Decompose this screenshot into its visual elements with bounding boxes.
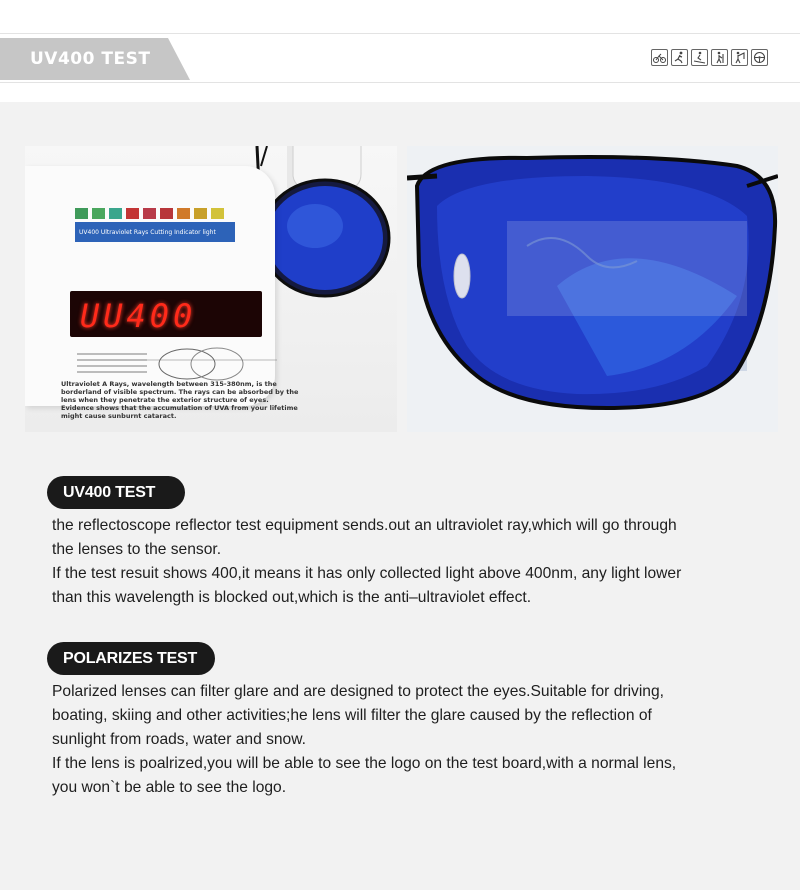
polarizes-line: Polarized lenses can filter glare and are designed to protect the eyes.Suitable for driving,: [52, 683, 664, 700]
indicator-caption: UV400 Ultraviolet Rays Cutting Indicator light: [79, 229, 216, 236]
uv400-line: If the test resuit shows 400,it means it has only collected light above 400nm, any light lower: [52, 565, 682, 582]
polarizes-line: boating, skiing and other activities;he lens will filter the glare caused by the reflection of: [52, 707, 652, 724]
activity-icons: [651, 49, 768, 66]
header-banner: [0, 38, 190, 80]
uv400-section-title: UV400 TEST: [63, 483, 156, 501]
indicator-caption-strip: [75, 222, 235, 242]
indicator-swatch: [177, 208, 190, 219]
device-description: Ultraviolet A Rays, wavelength between 315-380nm, is the borderland of visible spectrum. The rays can be absorbed by the lens when they penetrate the exterior structure of eyes. Evidence shows that the accumulation of UVA from your lifetime might cause sunburnt cataract.: [61, 380, 299, 420]
uv-meter-device: [25, 166, 299, 420]
polarizes-section-title: POLARIZES TEST: [63, 649, 198, 667]
indicator-swatch: [143, 208, 156, 219]
polarizes-line: If the lens is poalrized,you will be able to see the logo on the test board,with a normal lens,: [52, 755, 677, 772]
uv400-section-heading: [47, 476, 185, 509]
content-area: [0, 102, 800, 890]
indicator-swatch: [126, 208, 139, 219]
uv400-line: the reflectoscope reflector test equipment sends.out an ultraviolet ray,which will go through: [52, 517, 677, 534]
header-top-rule: [0, 33, 800, 34]
running-icon: [671, 49, 688, 66]
skiing-icon: [691, 49, 708, 66]
indicator-swatch: [109, 208, 122, 219]
led-display: [70, 291, 262, 337]
page-title: UV400 TEST: [30, 49, 151, 69]
uv400-line: than this wavelength is blocked out,which is the anti–ultraviolet effect.: [52, 589, 532, 606]
polarizes-line: sunlight from roads, water and snow.: [52, 731, 306, 748]
fishing-icon: [731, 49, 748, 66]
indicator-swatch: [92, 208, 105, 219]
polarizes-description: [52, 680, 772, 800]
driving-icon: [751, 49, 768, 66]
indicator-swatch: [194, 208, 207, 219]
cycling-icon: [651, 49, 668, 66]
polarizes-section-heading: [47, 642, 215, 675]
polarizes-line: you won`t be able to see the logo.: [52, 779, 287, 796]
polarized-lens-photo: [407, 146, 778, 432]
hiking-icon: [711, 49, 728, 66]
header-bottom-rule: [0, 82, 800, 83]
indicator-swatch: [211, 208, 224, 219]
uv400-description: [52, 514, 772, 610]
uv-test-device-photo: [25, 146, 397, 432]
led-reading: UU400: [80, 297, 197, 335]
indicator-swatch: [75, 208, 88, 219]
indicator-swatch: [160, 208, 173, 219]
indicator-swatches: [75, 208, 224, 219]
uv-diagram: [77, 342, 277, 382]
uv400-line: the lenses to the sensor.: [52, 541, 222, 558]
